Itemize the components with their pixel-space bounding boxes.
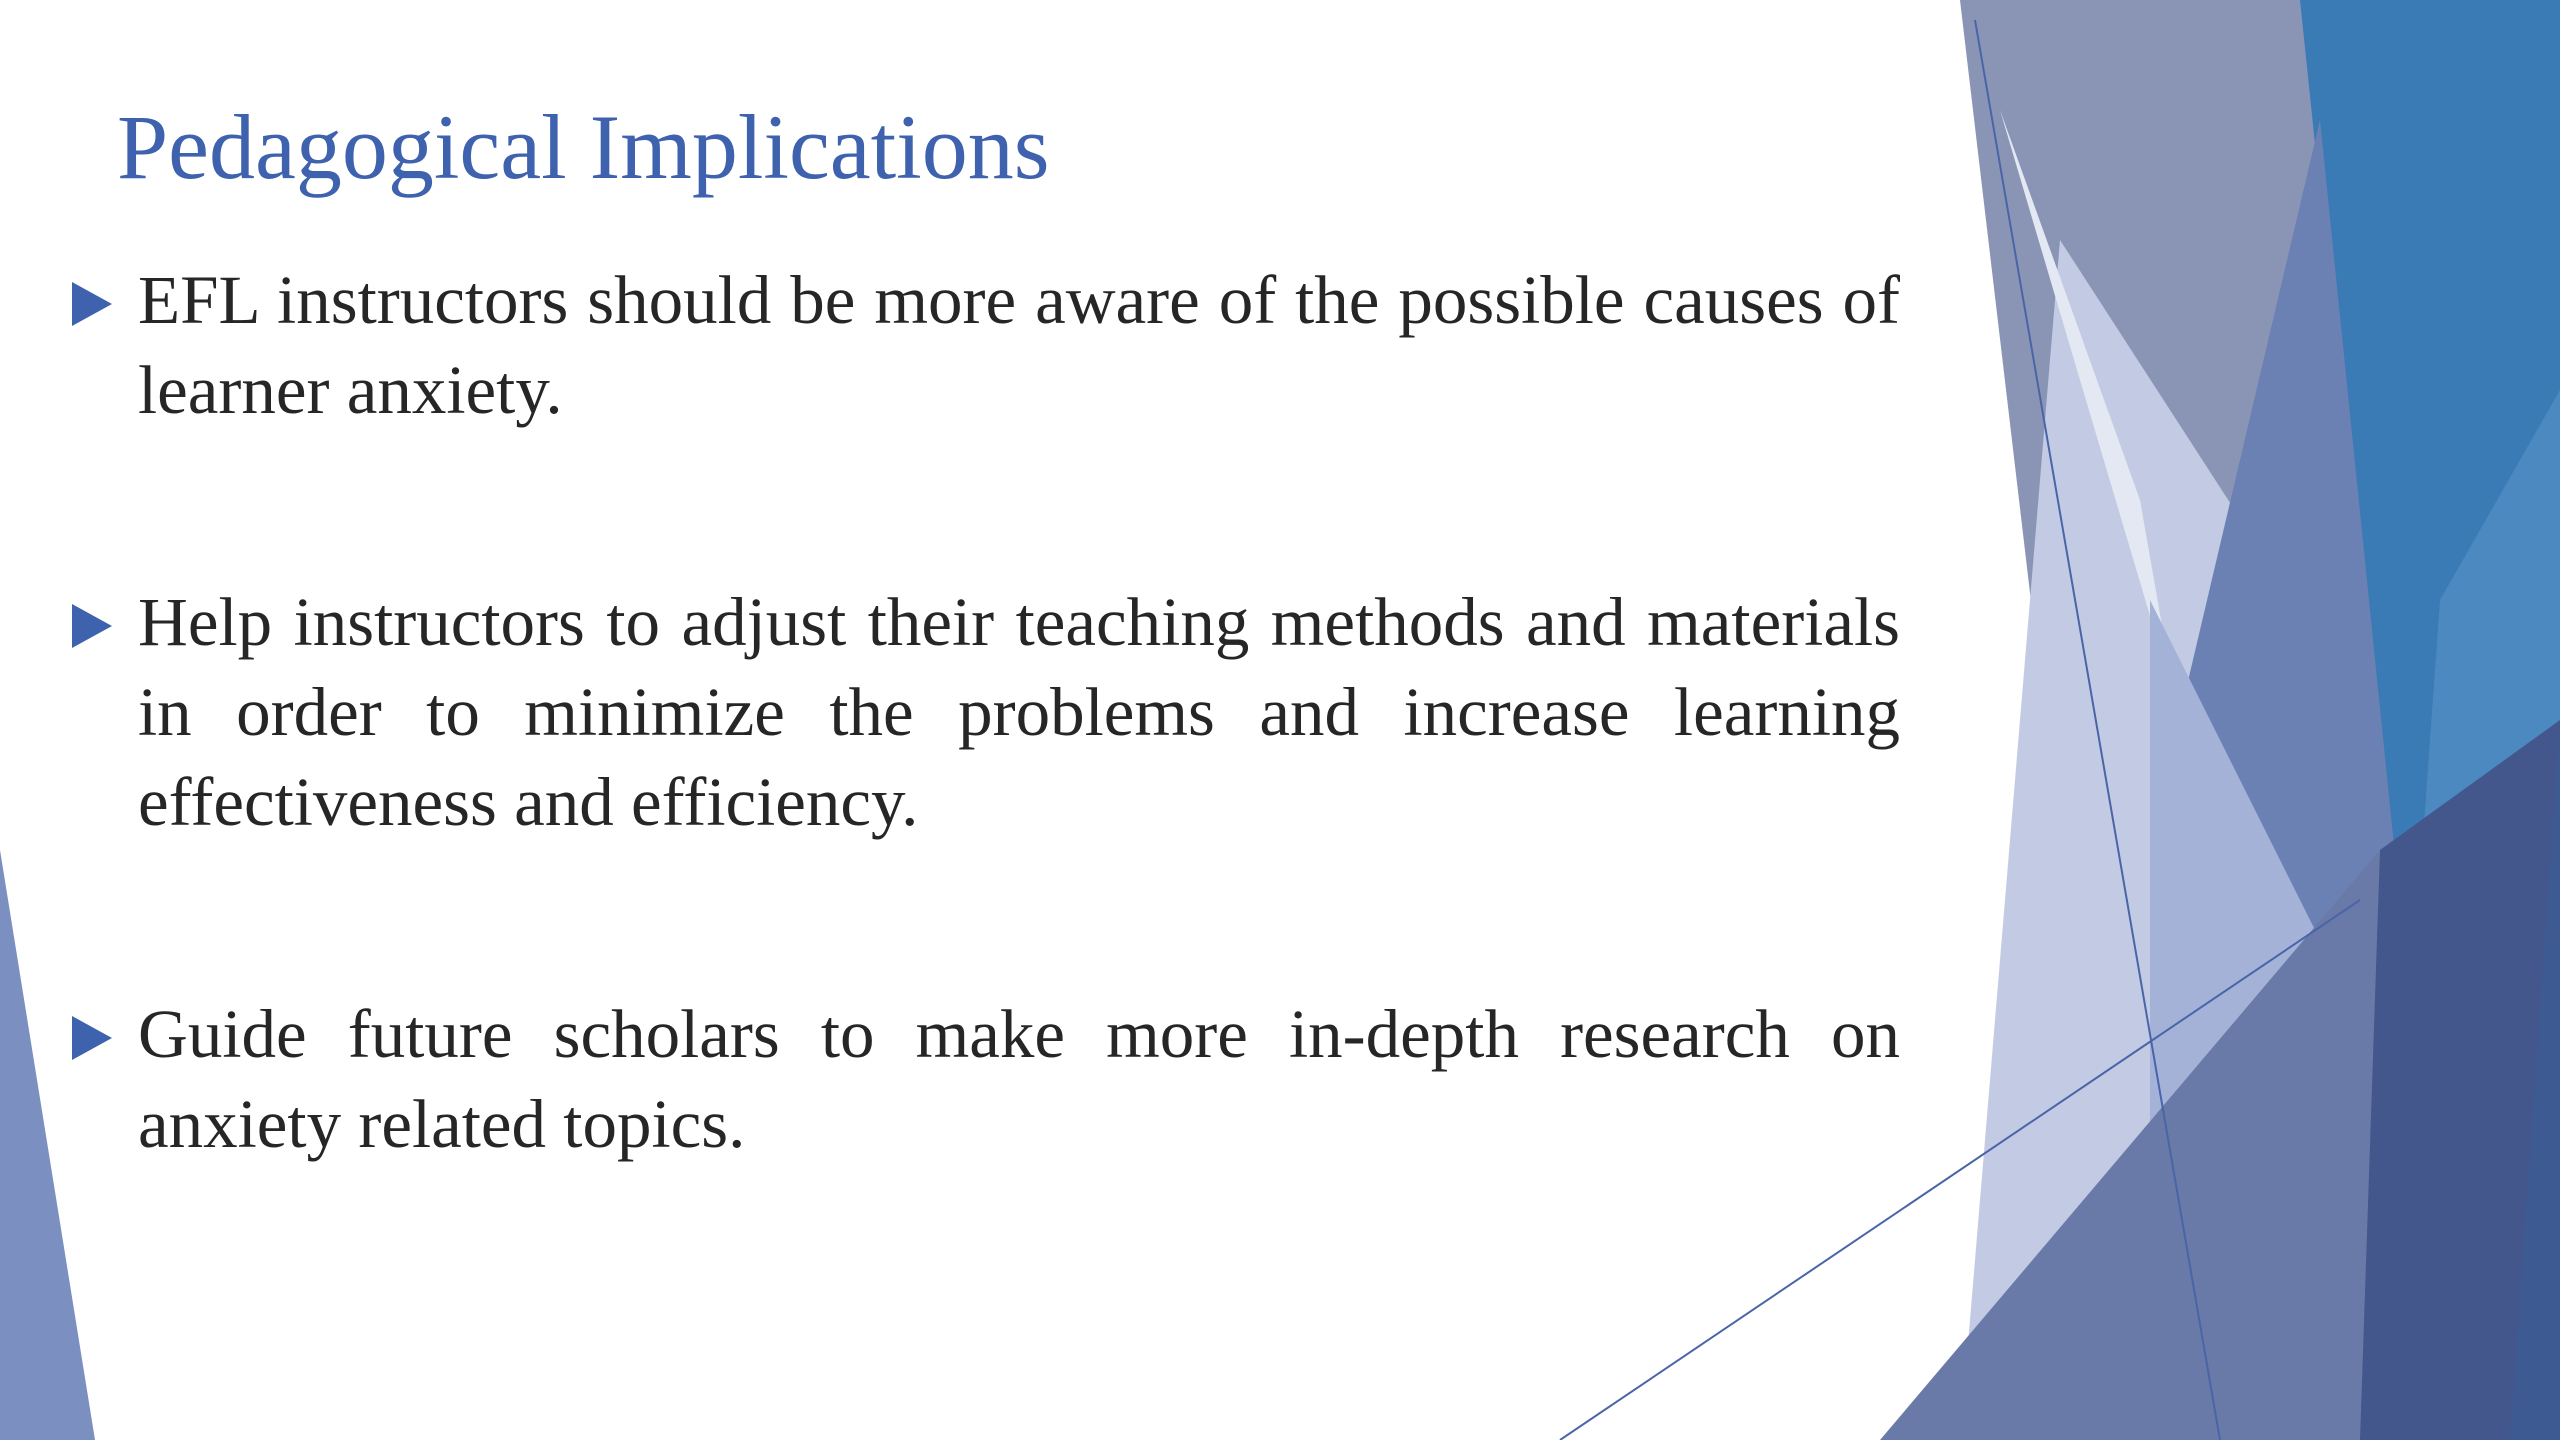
- bullet-text: EFL instructors should be more aware of the possible causes of learner anxiety.: [138, 262, 1900, 428]
- bullet-list: [68, 255, 1900, 1169]
- triangle-bullet-icon: [72, 604, 112, 648]
- bullet-item: [68, 577, 1900, 847]
- bullet-item: [68, 989, 1900, 1169]
- slide-title: Pedagogical Implications: [117, 96, 1050, 198]
- bullet-text: Help instructors to adjust their teaching methods and materials in order to minimize the problems and increase learning effectiveness and efficiency.: [138, 584, 1900, 840]
- triangle-bullet-icon: [72, 282, 112, 326]
- triangle-bullet-icon: [72, 1016, 112, 1060]
- bullet-text: Guide future scholars to make more in-depth research on anxiety related topics.: [138, 996, 1900, 1162]
- bullet-item: [68, 255, 1900, 435]
